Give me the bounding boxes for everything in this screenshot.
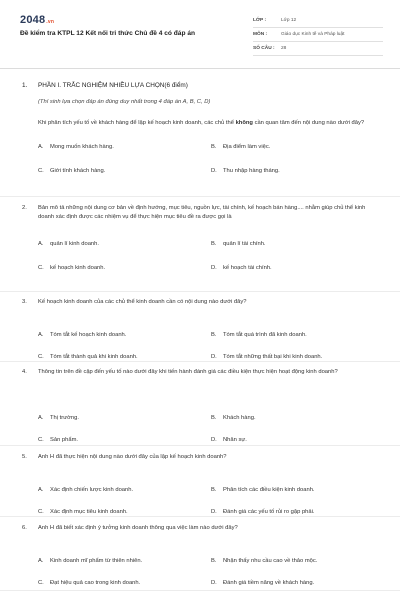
option-text: quản lí kinh doanh.	[50, 241, 99, 247]
option-text: Địa điểm làm việc.	[223, 144, 271, 150]
question-number: 6.	[22, 525, 27, 531]
option-text: Thị trường.	[50, 415, 79, 421]
question-text: Anh H đã thực hiện nội dung nào dưới đây của lập kế hoạch kinh doanh?	[38, 454, 227, 460]
option-text: Mong muốn khách hàng.	[50, 144, 114, 150]
option-text: kế hoạch tài chính.	[223, 265, 272, 271]
question-stem	[22, 524, 382, 533]
option-b[interactable]	[211, 241, 266, 247]
option-text: Sản phẩm.	[50, 437, 79, 443]
option-text: Đạt hiệu quả cao trong kinh doanh.	[50, 580, 141, 586]
option-a[interactable]	[38, 144, 114, 150]
option-text: Phân tích các điều kiện kinh doanh.	[223, 487, 315, 493]
option-a[interactable]	[38, 241, 99, 247]
page-header	[0, 0, 400, 66]
option-letter: B.	[211, 332, 217, 338]
option-d[interactable]	[211, 168, 280, 174]
question-4	[22, 368, 382, 443]
option-letter: C.	[38, 265, 44, 271]
logo-main: 2048	[20, 14, 46, 26]
option-letter: C.	[38, 168, 44, 174]
logo-suffix: .vn	[46, 19, 55, 25]
question-separator	[0, 291, 400, 292]
meta-subject-label: MÔN :	[253, 32, 268, 37]
section-number: 1.	[22, 82, 28, 89]
question-text: Kế hoạch kinh doanh của các chủ thể kinh doanh cần có nội dung nào dưới đây?	[38, 299, 247, 305]
question-number	[22, 119, 38, 128]
option-text: Nhân sự.	[223, 437, 247, 443]
section-title-text: PHẦN I. TRẮC NGHIỆM NHIỀU LỰA CHỌN(6 điểm)	[38, 82, 188, 89]
question-number: 5.	[22, 454, 27, 460]
option-text: Kinh doanh mĩ phẩm từ thiên nhiên.	[50, 558, 143, 564]
option-letter: D.	[211, 168, 217, 174]
option-b[interactable]	[211, 415, 256, 421]
option-letter: A.	[38, 415, 44, 421]
option-c[interactable]	[38, 437, 78, 443]
question-6	[22, 524, 382, 586]
question-number: 4.	[22, 369, 27, 375]
meta-count-value: 28	[281, 46, 287, 51]
option-letter: D.	[211, 580, 217, 586]
option-d[interactable]	[211, 509, 315, 515]
question-text	[38, 119, 382, 128]
option-letter: A.	[38, 241, 44, 247]
option-d[interactable]	[211, 580, 314, 586]
section-title	[22, 82, 188, 89]
option-b[interactable]	[211, 558, 317, 564]
option-letter: D.	[211, 509, 217, 515]
question-5	[22, 453, 382, 515]
option-d[interactable]	[211, 437, 247, 443]
option-text: Thu nhập hàng tháng.	[223, 168, 280, 174]
question-separator	[0, 196, 400, 197]
question-separator	[0, 590, 400, 591]
option-c[interactable]	[38, 265, 105, 271]
option-letter: A.	[38, 144, 44, 150]
option-text: quản lí tài chính.	[223, 241, 266, 247]
page-title: Đề kiểm tra KTPL 12 Kết nối tri thức Chủ đề 4 có đáp án	[20, 30, 196, 37]
option-letter: D.	[211, 437, 217, 443]
option-c[interactable]	[38, 509, 128, 515]
option-b[interactable]	[211, 332, 307, 338]
question-separator	[0, 516, 400, 517]
question-stem	[22, 204, 382, 222]
question-stem	[22, 119, 382, 128]
meta-count	[253, 42, 383, 56]
option-c[interactable]	[38, 354, 138, 360]
option-letter: B.	[211, 558, 217, 564]
option-b[interactable]	[211, 144, 270, 150]
question-text: Bản mô tả những nội dung cơ bản về định hướng, mục tiêu, nguồn lực, tài chính, kế hoạch bán hàng.... nhằm giúp chủ thể kinh doanh xác định được các nhiệm vụ để thực hiện mục tiêu đề ra được gọi là	[38, 205, 366, 220]
question-stem	[22, 298, 382, 307]
option-letter: C.	[38, 437, 44, 443]
option-c[interactable]	[38, 580, 140, 586]
question-3	[22, 298, 382, 360]
option-text: kế hoạch kinh doanh.	[50, 265, 106, 271]
option-text: Giới tính khách hàng.	[50, 168, 106, 174]
option-text: Tóm tắt quá trình đã kinh doanh.	[223, 332, 307, 338]
option-letter: B.	[211, 241, 217, 247]
option-text: Tóm tắt thành quả khi kinh doanh.	[50, 354, 138, 360]
question-separator	[0, 445, 400, 446]
meta-class-label: LỚP :	[253, 18, 267, 23]
question-number: 3.	[22, 299, 27, 305]
exam-meta	[253, 14, 383, 56]
option-letter: C.	[38, 509, 44, 515]
option-text: Đánh giá tiềm năng về khách hàng.	[223, 580, 315, 586]
option-letter: C.	[38, 580, 44, 586]
option-d[interactable]	[211, 354, 322, 360]
option-text: Xác định mục tiêu kinh doanh.	[50, 509, 128, 515]
question-stem	[22, 368, 382, 377]
question-1	[22, 119, 382, 174]
question-text-emphasis: không	[235, 120, 253, 126]
option-letter: B.	[211, 487, 217, 493]
option-letter: A.	[38, 487, 44, 493]
question-number: 2.	[22, 205, 27, 211]
question-separator	[0, 361, 400, 362]
option-letter: B.	[211, 144, 217, 150]
site-logo[interactable]	[20, 14, 54, 26]
option-letter: A.	[38, 558, 44, 564]
option-a[interactable]	[38, 487, 133, 493]
option-letter: A.	[38, 332, 44, 338]
option-a[interactable]	[38, 415, 79, 421]
option-letter: D.	[211, 354, 217, 360]
option-text: Nhận thấy nhu cầu cao về thảo mộc.	[223, 558, 318, 564]
option-letter: C.	[38, 354, 44, 360]
option-b[interactable]	[211, 487, 315, 493]
question-2	[22, 204, 382, 271]
option-d[interactable]	[211, 265, 272, 271]
question-text: Thông tin trên đề cập đến yếu tố nào dưới đây khi tiến hành đánh giá các điều kiện thực hiện hoạt động kinh doanh?	[38, 369, 338, 375]
option-letter: D.	[211, 265, 217, 271]
meta-class-value: Lớp 12	[281, 18, 297, 23]
meta-class	[253, 14, 383, 28]
question-text-part: Khi phân tích yếu tố về khách hàng để lập kế hoạch kinh doanh, các chủ thể	[38, 120, 236, 126]
question-text-part: cần quan tâm đến nội dung nào dưới đây?	[252, 120, 365, 126]
option-text: Tóm tắt kế hoạch kinh doanh.	[50, 332, 127, 338]
meta-count-label: SỐ CÂU :	[253, 46, 275, 51]
section-instruction: (Thí sinh lựa chọn đáp án đúng duy nhất trong 4 đáp án A, B, C, D)	[38, 99, 211, 105]
option-a[interactable]	[38, 558, 142, 564]
header-divider	[0, 68, 400, 69]
meta-subject	[253, 28, 383, 42]
question-text: Anh H đã biết xác định ý tưởng kinh doanh thông qua việc làm nào dưới đây?	[38, 525, 238, 531]
option-text: Tóm tắt những thất bại khi kinh doanh.	[223, 354, 323, 360]
option-text: Đánh giá các yếu tố rủi ro gặp phải.	[223, 509, 315, 515]
option-text: Khách hàng.	[223, 415, 256, 421]
option-letter: B.	[211, 415, 217, 421]
option-c[interactable]	[38, 168, 105, 174]
option-a[interactable]	[38, 332, 126, 338]
meta-subject-value: Giáo dục Kinh tế và Pháp luật	[281, 32, 345, 37]
question-stem	[22, 453, 382, 462]
option-text: Xác định chiến lược kinh doanh.	[50, 487, 134, 493]
